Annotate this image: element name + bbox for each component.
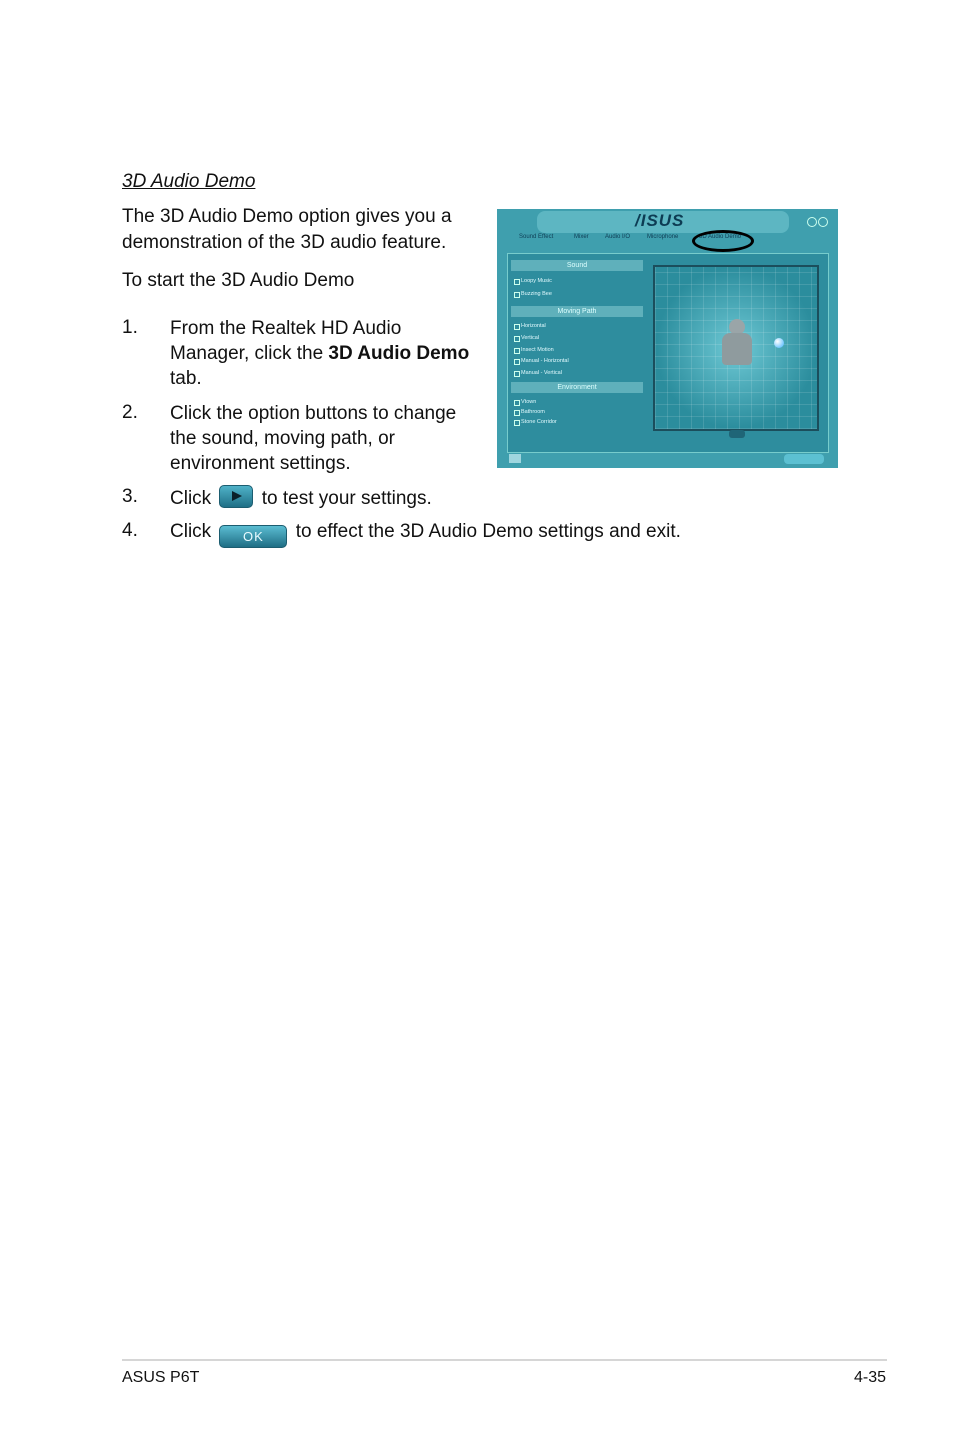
tab-sound-effect[interactable]: Sound Effect	[519, 234, 554, 240]
ok-button[interactable]	[784, 454, 824, 464]
option-checkbox[interactable]: Loopy Music	[521, 278, 552, 284]
tab-microphone[interactable]: Microphone	[647, 234, 679, 240]
play-button-icon	[219, 485, 253, 508]
listener-torso-icon	[722, 333, 752, 365]
step-number: 4.	[122, 520, 138, 541]
section-environment: Environment	[511, 382, 643, 393]
info-icon[interactable]	[509, 454, 521, 463]
step-number: 2.	[122, 402, 138, 423]
step-line	[170, 341, 490, 366]
step-number: 3.	[122, 486, 138, 507]
step-line: tab.	[170, 368, 202, 389]
section-moving-path: Moving Path	[511, 306, 643, 317]
step-text: to effect the 3D Audio Demo settings and exit.	[295, 521, 681, 542]
ok-button-icon: OK	[219, 525, 287, 548]
tab-3d-audio-demo[interactable]: 3D Audio Demo	[699, 234, 742, 240]
option-checkbox[interactable]: Vtown	[521, 399, 537, 405]
step-2-text	[170, 401, 490, 476]
step-text: Manager, click the	[170, 343, 329, 364]
section-sound: Sound	[511, 260, 643, 271]
step-line: environment settings.	[170, 453, 351, 474]
minimize-icon	[807, 217, 817, 227]
step-line: the sound, moving path, or	[170, 428, 395, 449]
option-checkbox[interactable]: Stone Corridor	[521, 419, 557, 425]
option-checkbox[interactable]: Manual - Vertical	[521, 370, 562, 376]
step-line: Click the option buttons to change	[170, 403, 457, 424]
intro-paragraph	[122, 204, 482, 256]
option-checkbox[interactable]: Manual - Horizontal	[521, 358, 569, 364]
close-icon	[818, 217, 828, 227]
tab-audio-io[interactable]: Audio I/O	[605, 234, 631, 240]
option-checkbox[interactable]: Vertical	[521, 335, 540, 341]
option-checkbox[interactable]: Insect Motion	[521, 347, 554, 353]
step-1-text	[170, 316, 490, 391]
step-4-text	[170, 519, 681, 548]
step-text: Click	[170, 488, 212, 509]
highlight-circle	[692, 230, 754, 252]
step-line: From the Realtek HD Audio	[170, 318, 402, 339]
option-checkbox[interactable]: Bathroom	[521, 409, 545, 415]
footer-product: ASUS P6T	[122, 1369, 200, 1386]
step-number: 1.	[122, 317, 138, 338]
step-3-text	[170, 485, 432, 511]
intro-line: demonstration of the 3D audio feature.	[122, 232, 447, 253]
step-text: to test your settings.	[261, 488, 432, 509]
footer-page-number: 4-35	[853, 1369, 886, 1386]
option-checkbox[interactable]: Horizontal	[521, 323, 546, 329]
play-button[interactable]	[729, 430, 745, 438]
tab-mixer[interactable]: Mixer	[574, 234, 589, 240]
sound-source-icon[interactable]	[774, 338, 784, 348]
section-heading: 3D Audio Demo	[122, 171, 256, 192]
tab-name-emphasis: 3D Audio Demo	[328, 343, 470, 364]
option-checkbox[interactable]: Buzzing Bee	[521, 291, 552, 297]
start-instruction: To start the 3D Audio Demo	[122, 270, 355, 291]
intro-line: The 3D Audio Demo option gives you a	[122, 206, 452, 227]
footer-divider	[122, 1359, 887, 1361]
audio-manager-screenshot	[497, 209, 838, 468]
step-text: Click	[170, 521, 212, 542]
asus-logo: /ISUS	[635, 211, 685, 230]
